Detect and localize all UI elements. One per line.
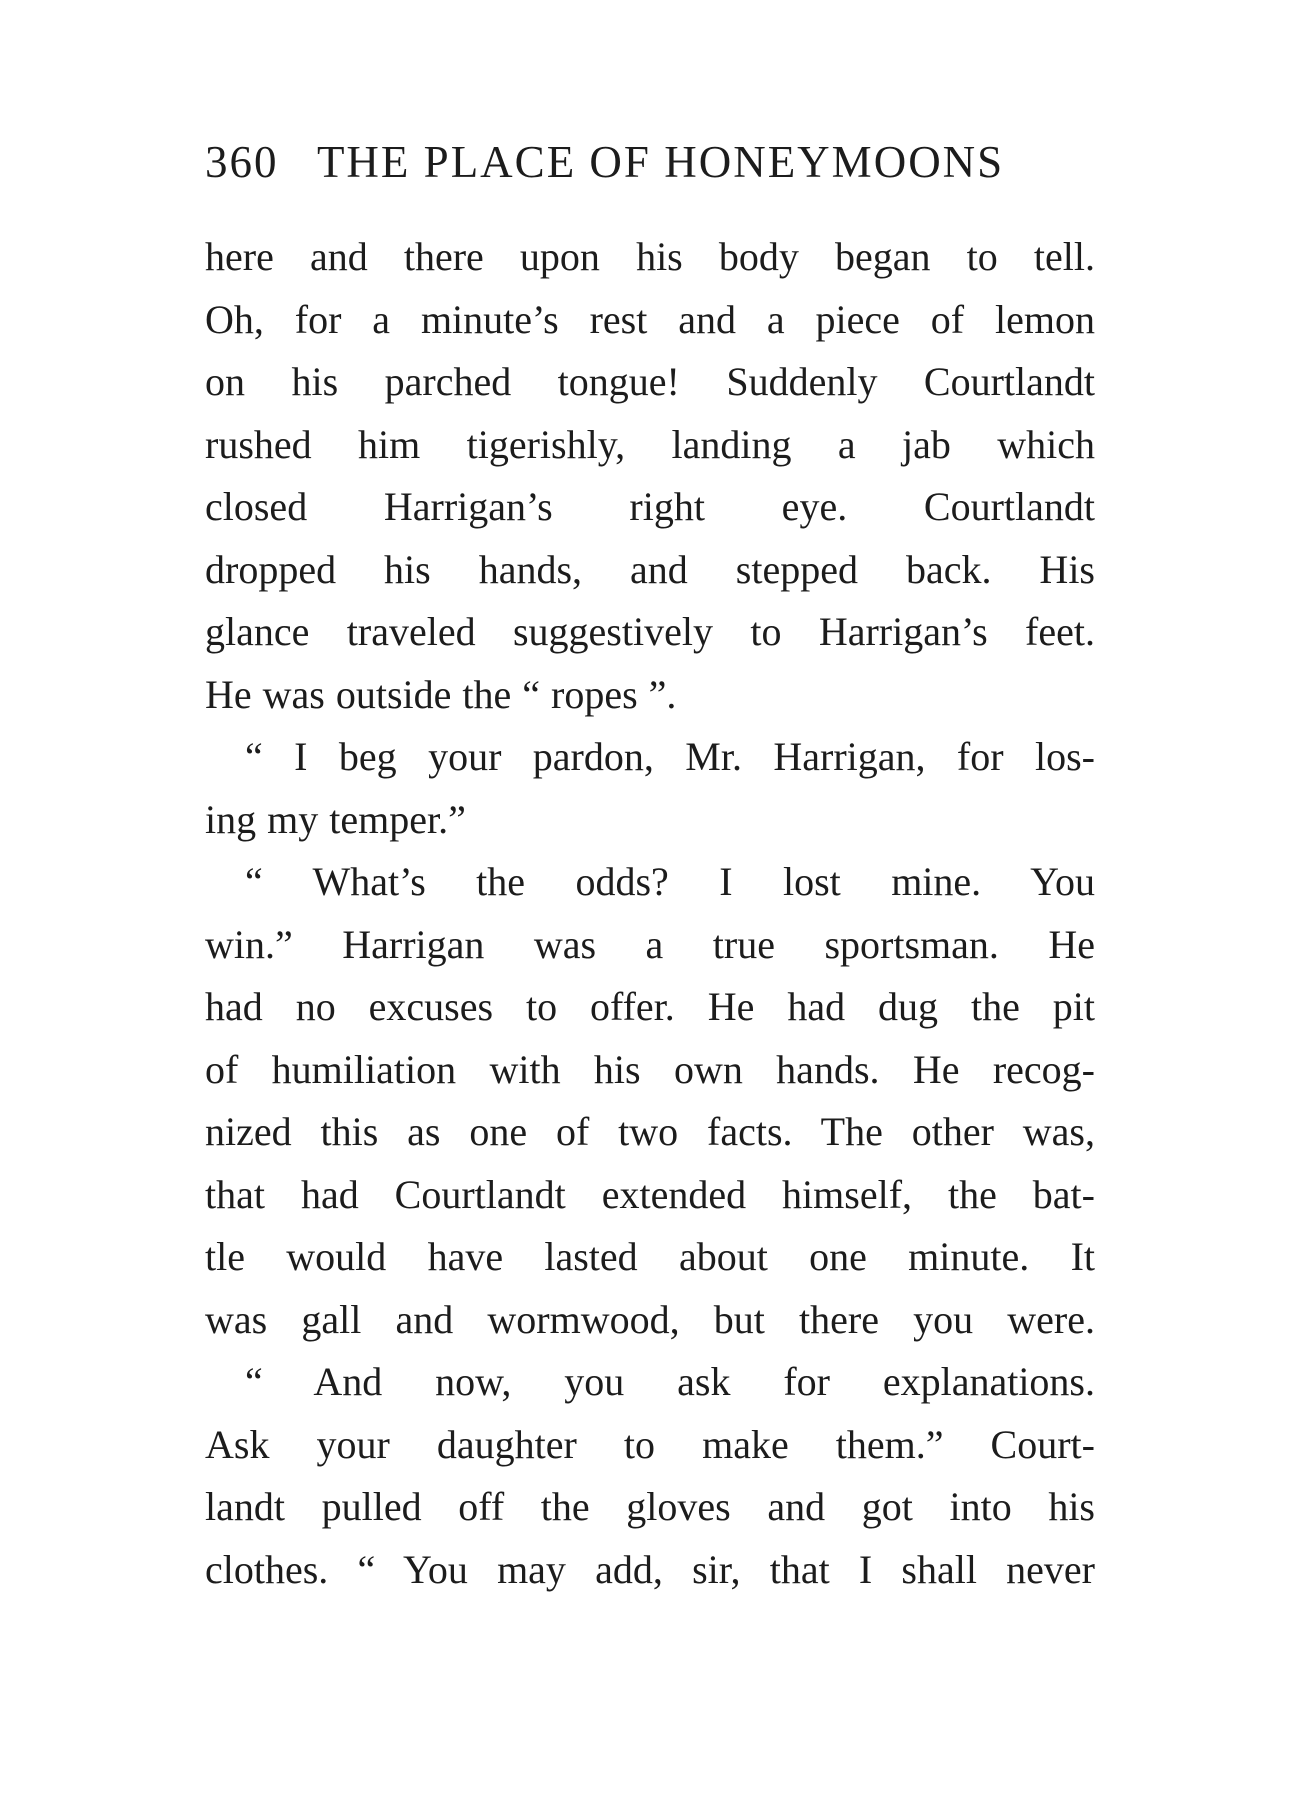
text-line: landt pulled off the gloves and got into his bbox=[205, 1484, 1095, 1529]
text-line: of humiliation with his own hands. He recog- bbox=[205, 1046, 1095, 1092]
text-line: tle would have lasted about one minute. It bbox=[205, 1234, 1095, 1279]
running-title: THE PLACE OF HONEYMOONS bbox=[316, 137, 1005, 187]
text-line: Oh, for a minute’s rest and a piece of lemon bbox=[205, 296, 1095, 342]
running-head bbox=[205, 136, 1095, 188]
text-line: “ I beg your pardon, Mr. Harrigan, for los- bbox=[245, 734, 1095, 779]
page-number: 360 bbox=[205, 137, 279, 187]
text-line: “ What’s the odds? I lost mine. You bbox=[245, 859, 1095, 904]
body-text bbox=[205, 226, 1095, 1601]
text-line: glance traveled suggestively to Harrigan’s feet. bbox=[205, 609, 1095, 654]
text-line: “ And now, you ask for explanations. bbox=[245, 1359, 1095, 1404]
text-line: win.” Harrigan was a true sportsman. He bbox=[205, 921, 1095, 967]
text-line: dropped his hands, and stepped back. His bbox=[205, 546, 1095, 592]
text-line: closed Harrigan’s right eye. Courtlandt bbox=[205, 484, 1095, 529]
text-line: ing my temper.” bbox=[205, 796, 466, 842]
text-line: that had Courtlandt extended himself, the bat- bbox=[205, 1171, 1095, 1217]
text-line: nized this as one of two facts. The other was, bbox=[205, 1109, 1095, 1154]
text-line: He was outside the “ ropes ”. bbox=[205, 671, 677, 717]
text-line: clothes. “ You may add, sir, that I shall never bbox=[205, 1546, 1095, 1592]
text-line: rushed him tigerishly, landing a jab which bbox=[205, 421, 1095, 467]
text-line: Ask your daughter to make them.” Court- bbox=[205, 1421, 1095, 1467]
text-line: here and there upon his body began to tell. bbox=[205, 234, 1095, 279]
text-line: on his parched tongue! Suddenly Courtlandt bbox=[205, 359, 1095, 404]
text-line: was gall and wormwood, but there you were. bbox=[205, 1296, 1095, 1342]
text-line: had no excuses to offer. He had dug the pit bbox=[205, 984, 1095, 1029]
